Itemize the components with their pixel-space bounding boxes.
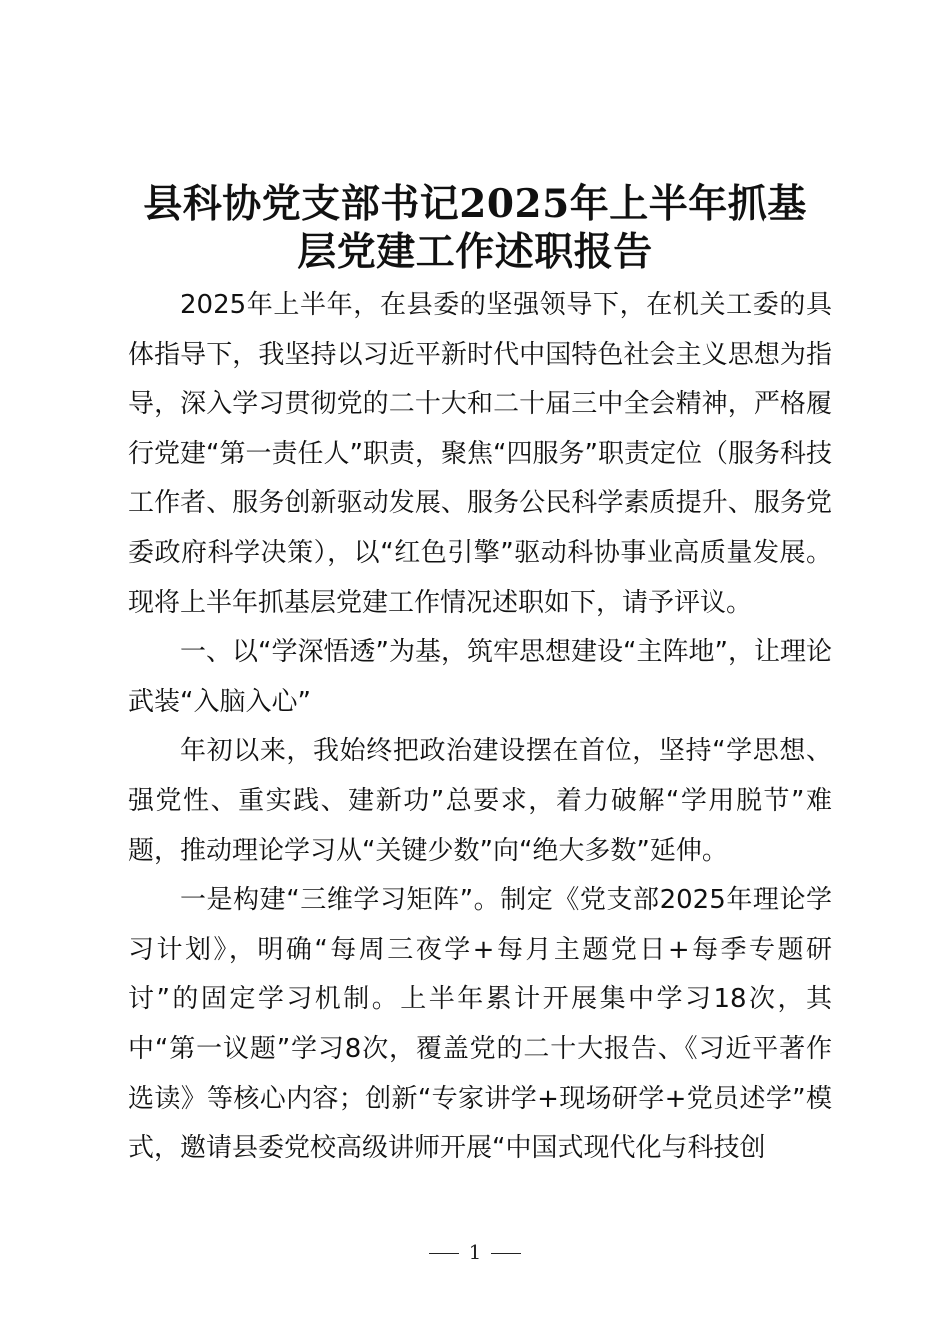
title-line-1: 县科协党支部书记2025年上半年抓基 [143, 181, 807, 227]
paragraph-section-1-point-1: 一是构建“三维学习矩阵”。制定《党支部2025年理论学习计划》，明确“每周三夜学+每月主题党日+每季专题研讨”的固定学习机制。上半年累计开展集中学习18次，其中“第一议题”学习8次，覆盖党的二十大报告、《习近平著作选读》等核心内容；创新“专家讲学+现场研学+党员述学”模式，邀请县委党校高级讲师开展“中国式现代化与科技创 [128, 885, 832, 1164]
title-line-2: 层党建工作述职报告 [297, 229, 653, 275]
paragraph-section-1-intro: 年初以来，我始终把政治建设摆在首位，坚持“学思想、强党性、重实践、建新功”总要求，着力破解“学用脱节”难题，推动理论学习从“关键少数”向“绝大多数”延伸。 [128, 736, 832, 866]
footer-dash-right [491, 1253, 521, 1254]
page-footer [0, 1240, 950, 1264]
page-number: 1 [468, 1240, 482, 1264]
section-heading-1: 一、以“学深悟透”为基，筑牢思想建设“主阵地”，让理论武装“入脑入心” [128, 637, 832, 717]
paragraph-intro: 2025年上半年，在县委的坚强领导下，在机关工委的具体指导下，我坚持以习近平新时代中国特色社会主义思想为指导，深入学习贯彻党的二十大和二十届三中全会精神，严格履行党建“第一责任人”职责，聚焦“四服务”职责定位（服务科技工作者、服务创新驱动发展、服务公民科学素质提升、服务党委政府科学决策），以“红色引擎”驱动科协事业高质量发展。现将上半年抓基层党建工作情况述职如下，请予评议。 [128, 290, 832, 618]
document-body [128, 281, 832, 1174]
document-title [100, 180, 850, 276]
footer-dash-left [429, 1253, 459, 1254]
